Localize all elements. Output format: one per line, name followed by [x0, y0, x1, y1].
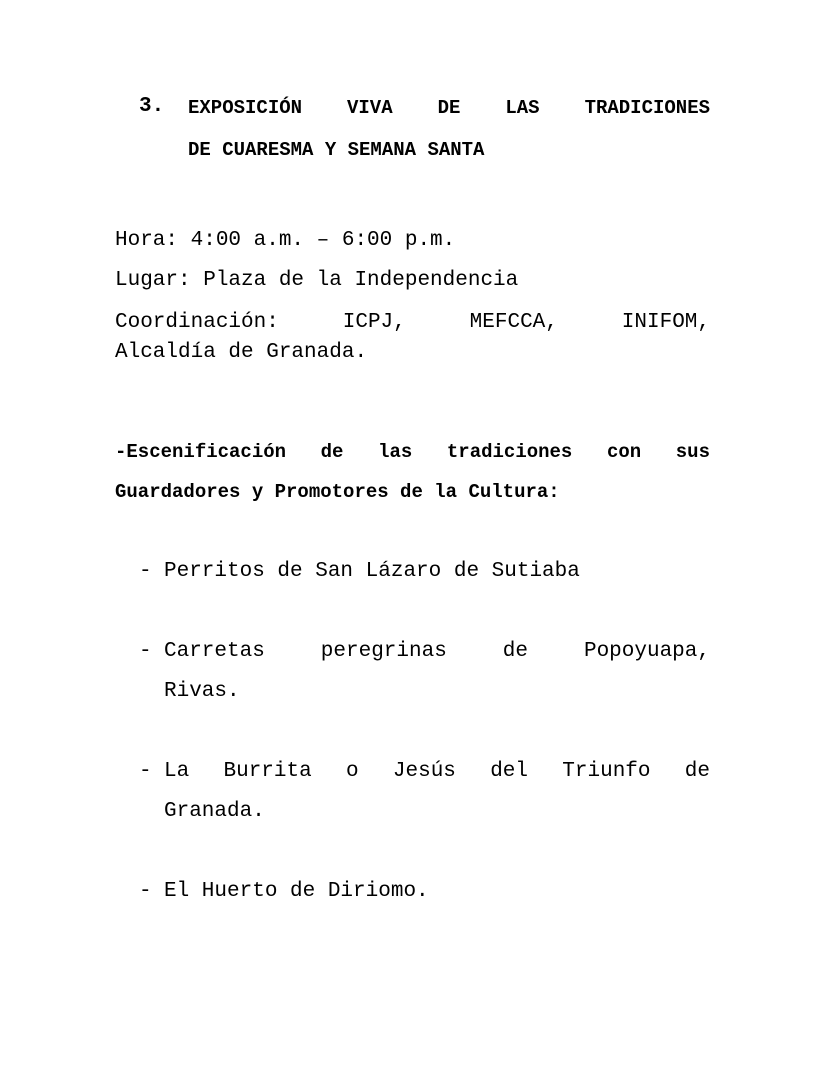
traditions-list [139, 552, 710, 952]
traditions-intro [115, 432, 710, 512]
list-item-line-2: Granada. [164, 800, 265, 823]
list-item-line-2: Rivas. [164, 680, 240, 703]
list-dash: - [139, 560, 152, 583]
intro-line-2: Guardadores y Promotores de la Cultura: [115, 481, 560, 503]
section-title-line-2: DE CUARESMA Y SEMANA SANTA [188, 139, 485, 161]
section-title [188, 95, 710, 163]
coordination-line-1: Coordinación: ICPJ, MEFCCA, INIFOM, [115, 311, 710, 334]
event-time: Hora: 4:00 a.m. – 6:00 p.m. [115, 229, 456, 252]
event-location: Lugar: Plaza de la Independencia [115, 269, 519, 292]
section-title-line-1: EXPOSICIÓN VIVA DE LAS TRADICIONES [188, 97, 710, 119]
list-dash: - [139, 760, 152, 783]
list-item [139, 872, 710, 912]
list-item [139, 632, 710, 712]
intro-line-1: -Escenificación de las tradiciones con sus [115, 441, 710, 463]
list-item-line-1: El Huerto de Diriomo. [164, 880, 429, 903]
section-number: 3. [139, 95, 165, 118]
list-dash: - [139, 640, 152, 663]
list-item [139, 552, 710, 592]
list-item-line-1: La Burrita o Jesús del Triunfo de [164, 760, 710, 783]
event-coordination [115, 308, 710, 368]
list-item [139, 752, 710, 832]
list-item-line-1: Perritos de San Lázaro de Sutiaba [164, 560, 580, 583]
coordination-line-2: Alcaldía de Granada. [115, 341, 368, 364]
list-dash: - [139, 880, 152, 903]
list-item-line-1: Carretas peregrinas de Popoyuapa, [164, 640, 710, 663]
